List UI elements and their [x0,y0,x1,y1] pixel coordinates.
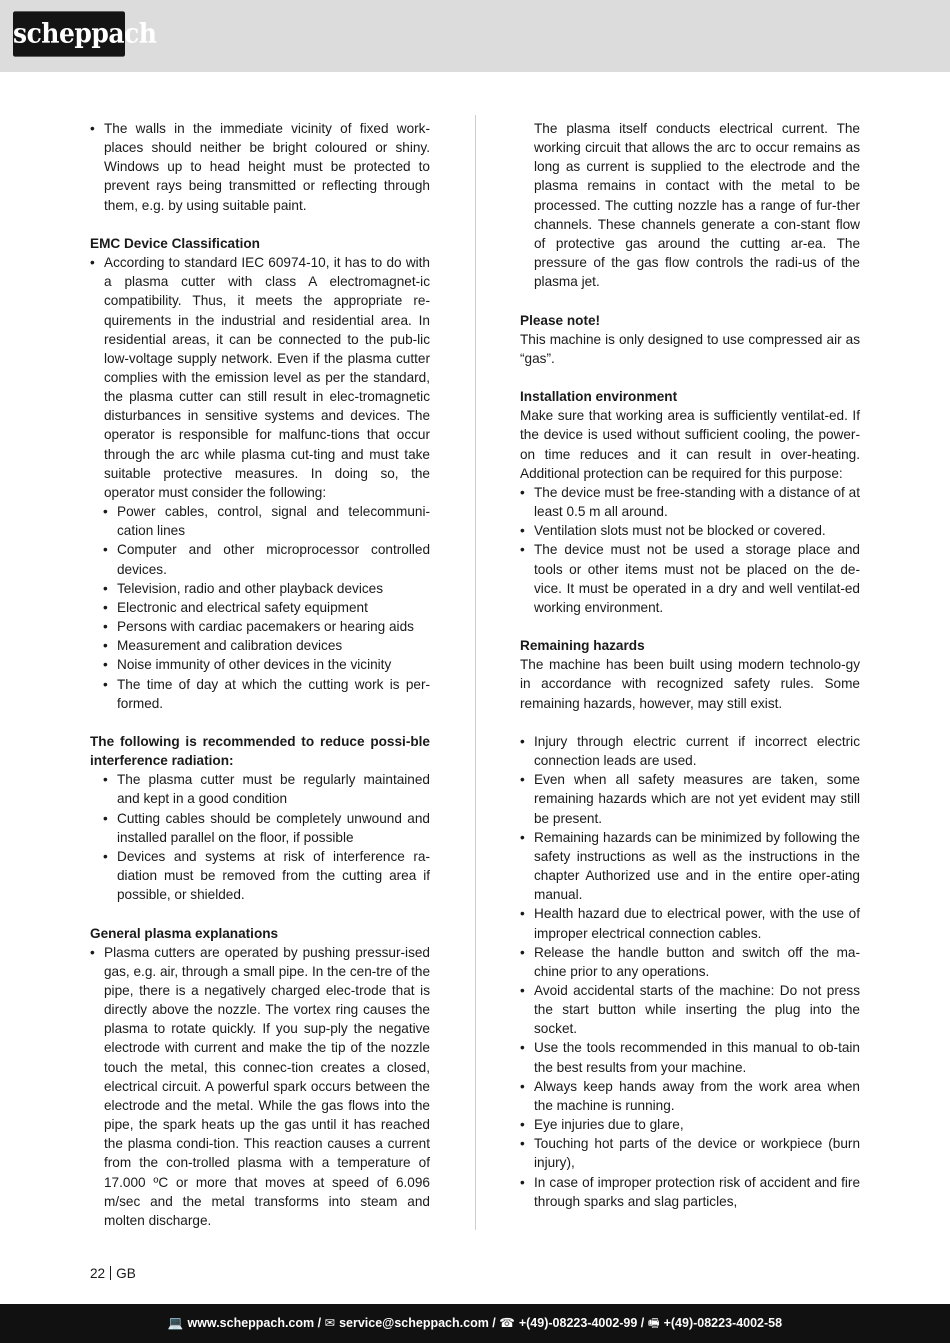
list-item: • The device must not be used a storage place and tools or other items must not be placed on the de-vice. It must be operated in a dry and well ventilat-ed working environment. [520,540,860,617]
list-item: • Health hazard due to electrical power, with the use of improper electrical connection cables. [520,904,860,942]
interference-heading: The following is recommended to reduce possi-ble interference radiation: [90,733,430,769]
phone-icon: ☎ [499,1316,515,1330]
brand-logo: scheppach [13,11,125,56]
list-item: • Injury through electric current if incorrect electric connection leads are used. [520,732,860,770]
website-link[interactable]: www.scheppach.com / [187,1316,322,1330]
list-item: • Touching hot parts of the device or workpiece (burn injury), [520,1134,860,1172]
list-item: • Release the handle button and switch off the ma-chine prior to any operations. [520,943,860,981]
list-item: • The device must be free-standing with a distance of at least 0.5 m all around. [520,483,860,521]
footer-bar [0,1304,950,1343]
header-bar [0,0,950,72]
list-item [90,253,430,502]
list-item: • Avoid accidental starts of the machine: Do not press the start button while inserting the plug into the socket. [520,981,860,1038]
installation-heading: Installation environment [520,389,678,405]
hazards-heading: Remaining hazards [520,638,645,654]
installation-text: Make sure that working area is sufficiently ventilat-ed. If the device is used without sufficient cooling, the power-on time reduces and it can result in over-heating. Additional protection can be required for this purpose: [520,408,860,481]
list-item: • Computer and other microprocessor controlled devices. [103,540,430,578]
computer-icon: 💻 [167,1316,184,1330]
page-number-separator [110,1266,111,1280]
list-item: • Eye injuries due to glare, [520,1115,860,1134]
left-column [90,119,430,1230]
list-item: • Even when all safety measures are taken, some remaining hazards which are not yet evident may still be present. [520,770,860,827]
list-item: • The plasma cutter must be regularly maintained and kept in a good condition [103,770,430,808]
plasma-heading: General plasma explanations [90,925,279,941]
emc-heading: EMC Device Classification [90,235,260,251]
list-item: • Electronic and electrical safety equipment [103,598,430,617]
hazards-text: The machine has been built using modern technolo-gy in accordance with recognized safety rules. Some remaining hazards, however, may still exist. [520,657,860,711]
interference-list [90,770,430,904]
list-item: • In case of improper protection risk of accident and fire through sparks and slag particles, [520,1173,860,1211]
list-item: • Ventilation slots must not be blocked or covered. [520,521,860,540]
list-item: • Use the tools recommended in this manual to ob-tain the best results from your machine. [520,1038,860,1076]
list-item: • Devices and systems at risk of interference ra-diation must be removed from the cutting area if possible, or shielded. [103,847,430,904]
list-item: • Always keep hands away from the work area when the machine is running. [520,1077,860,1115]
list-item: • Plasma cutters are operated by pushing pressur-ised gas, e.g. air, through a small pipe. In the cen-tre of the pipe, there is a negatively charged elec-trode that is directly above the nozzle. The vortex ring causes the plasma to rotate quickly. If you sup-ply the negative electrode with current and make the tip of the nozzle touch the metal, this connec-tion creates a closed, electrical circuit. A powerful spark occurs between the electrode and the metal. While the gas flows into the pipe, the spark heats up the gas until it has reached the plasma condi-tion. This reaction causes a current from the con-trolled plasma with a temperature of 17.000 ºC or more that moves at speed of 6.096 m/sec and the metal transforms into steam and molten discharge. [90,943,430,1230]
fax-icon: 🖷 [647,1316,660,1330]
note-text: This machine is only designed to use compressed air as “gas”. [520,331,860,366]
list-item: • Power cables, control, signal and telecommuni-cation lines [103,502,430,540]
phone-number: +(49)-08223-4002-99 / [518,1316,645,1330]
hazards-list [520,732,860,1211]
list-item: • Remaining hazards can be minimized by following the safety instructions as well as the instructions in the chapter Authorized use and in the entire oper-ating manual. [520,828,860,905]
right-column [520,119,860,1211]
language-code: GB [116,1266,136,1281]
list-item: • The time of day at which the cutting work is per-formed. [103,675,430,713]
emc-sub-list [90,502,430,713]
fax-number: +(49)-08223-4002-58 [663,1316,783,1330]
list-item: • Persons with cardiac pacemakers or hearing aids [103,617,430,636]
email-link[interactable]: service@scheppach.com / [339,1316,496,1330]
emc-text: According to standard IEC 60974-10, it has to do with a plasma cutter with class A electromagnet-ic compatibility. Thus, it meets the appropriate re-quirements in the industrial and residential area. In residential areas, it can be connected to the pub-lic low-voltage supply network. Even if the plasma cutter complies with the emission level as per the standard, the plasma cutter can still result in elec-tromagnetic disturbances in sensitive systems and devices. The operator is responsible for malfunc-tions that occur through the arc while plasma cut-ting and must take suitable protective measures. In doing so, the operator must consider the following: [104,255,430,500]
list-item: • Cutting cables should be completely unwound and installed parallel on the floor, if possible [103,809,430,847]
list-item: • Noise immunity of other devices in the vicinity [103,655,430,674]
plasma-list [90,943,430,1230]
list-item: • Television, radio and other playback devices [103,579,430,598]
page-number-value: 22 [90,1266,106,1281]
column-divider [475,115,476,1230]
intro-list [90,119,430,215]
page-number [90,1264,136,1283]
list-item: • The walls in the immediate vicinity of fixed work-places should neither be bright coloured or shiny. Windows up to head height must be protected to prevent rays being transmitted or reflecting through them, e.g. by using suitable paint. [90,119,430,215]
note-heading: Please note! [520,312,601,328]
plasma-continued-text: The plasma itself conducts electrical current. The working circuit that allows the arc to occur remains as long as current is supplied to the electrode and the plasma remains in contact with the metal to be processed. The cutting nozzle has a range of fur-ther channels. These channels generate a con-stant flow of protective gas around the cutting ar-ea. The pressure of the gas flow controls the radi-us of the plasma jet. [534,121,860,290]
emc-list [90,253,430,502]
list-item: • Measurement and calibration devices [103,636,430,655]
installation-list [520,483,860,617]
email-icon: ✉ [324,1316,336,1330]
